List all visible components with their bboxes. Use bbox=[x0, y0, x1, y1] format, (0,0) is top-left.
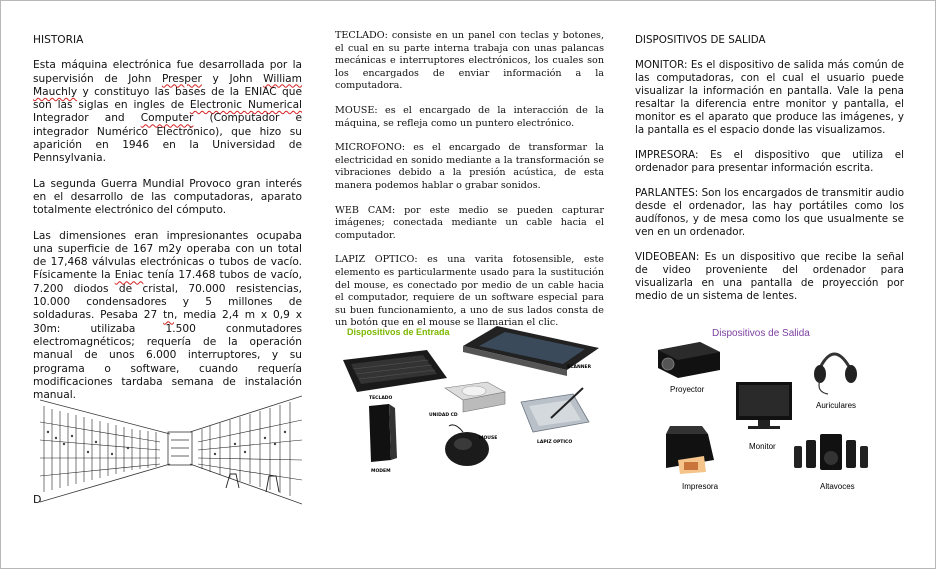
modem-icon bbox=[369, 404, 397, 462]
label-modem: MODEM bbox=[371, 469, 391, 474]
eniac-sketch-image bbox=[40, 392, 302, 510]
parlantes-paragraph: PARLANTES: Son los encargados de transmitir audio desde el ordenador, las hay portátiles como los audífonos, y de mesa como los que usualmente se ven en un ordenador. bbox=[635, 187, 904, 238]
column-dispositivos-entrada bbox=[335, 30, 604, 342]
historia-paragraph-1: Esta máquina electrónica fue desarrollada por la supervisión de John Presper y John William Mauchly y constituyo las bases de la ENIAC que son las siglas en ingles de Electronic Numerical Integrador and Computer (Computador e integrador Numérico Electrónico), que hizo su aparición en 1946 en la Universidad de Pennsylvania. bbox=[33, 59, 302, 165]
label-lapiz-optico: LAPIZ OPTICO bbox=[537, 440, 573, 445]
cd-drive-icon bbox=[445, 382, 505, 412]
historia-paragraph-2: La segunda Guerra Mundial Provoco gran interés en el desarrollo de las computadoras, aparato totalmente electrónico del cómputo. bbox=[33, 177, 302, 217]
stray-letter: D bbox=[33, 493, 42, 506]
printer-icon bbox=[666, 426, 714, 474]
column-historia bbox=[33, 30, 302, 414]
label-mouse: MOUSE bbox=[479, 436, 498, 441]
input-figure-title: Dispositivos de Entrada bbox=[347, 327, 450, 337]
label-monitor: Monitor bbox=[749, 442, 776, 451]
lapiz-optico-paragraph: LAPIZ OPTICO: es una varita fotosensible, este elemento es particularmente usado para la sustitución del mouse, es conectado por medio de un cable hacia el computador, requiere de un software especial para su buen funcionamiento, a uno de sus lados consta de un botón que en el mouse se llamarian el clic. bbox=[335, 254, 604, 329]
salida-heading: DISPOSITIVOS DE SALIDA bbox=[635, 34, 766, 46]
label-unidad-cd: UNIDAD CD bbox=[429, 413, 458, 418]
videobean-paragraph: VIDEOBEAN: Es un dispositivo que recibe la señal de video proveniente del ordenador para visualizarla en una pantalla de proyección por medio de un sistema de lentes. bbox=[635, 251, 904, 302]
label-proyector: Proyector bbox=[670, 385, 705, 394]
label-auriculares: Auriculares bbox=[816, 401, 857, 410]
column-dispositivos-salida bbox=[635, 30, 904, 315]
headphones-icon bbox=[814, 354, 857, 394]
teclado-paragraph: TECLADO: consiste en un panel con teclas y botones, el cual en su parte interna trabaja con unas palancas mecánicas e interruptores electrónicos, los cuales son los encargados de enviar información a la computadora. bbox=[335, 30, 604, 92]
microfono-paragraph: MICROFONO: es el encargado de transformar la electricidad en sonido mediante a la transformación se vibraciones debido a la presión acústica, de esta manera podemos hablar o grabar sonidos. bbox=[335, 142, 604, 191]
label-altavoces: Altavoces bbox=[820, 482, 855, 491]
label-impresora: Impresora bbox=[682, 482, 719, 491]
speakers-icon bbox=[794, 434, 868, 470]
pen-tablet-icon bbox=[521, 388, 589, 432]
output-figure-title: Dispositivos de Salida bbox=[712, 328, 810, 339]
monitor-paragraph: MONITOR: Es el dispositivo de salida más común de las computadoras, con el cual el usuario puede visualizar la información en pantalla. Vale la pena resaltar la diferencia entre monitor y pantalla, el monitor es el aparato que produce las imágenes, y la pantalla es el espacio donde las visualizamos. bbox=[635, 59, 904, 136]
historia-heading: HISTORIA bbox=[33, 34, 84, 46]
projector-icon bbox=[658, 342, 720, 378]
webcam-paragraph: WEB CAM: por este medio se pueden capturar imágenes; conectada mediante un cable hacia el computador. bbox=[335, 204, 604, 241]
keyboard-icon bbox=[343, 350, 447, 392]
mouse-icon bbox=[445, 425, 489, 466]
label-teclado: TECLADO bbox=[369, 396, 393, 401]
label-scanner: SCANNER bbox=[567, 365, 592, 370]
output-devices-figure bbox=[648, 322, 898, 497]
impresora-paragraph: IMPRESORA: Es el dispositivo que utiliza el ordenador para presentar información escrita. bbox=[635, 149, 904, 174]
mouse-paragraph: MOUSE: es el encargado de la interacción de la máquina, se refleja como un puntero electrónico. bbox=[335, 104, 604, 129]
historia-paragraph-3: Las dimensiones eran impresionantes ocupaba una superficie de 167 m2y operaba con un total de 17,468 válvulas electrónicas o tubos de vacío. Físicamente la Eniac tenía 17.468 tubos de vacío, 7.200 diodos de cristal, 70.000 resistencias, 10.000 condensadores y 5 millones de soldaduras. Pesaba 27 tn, media 2,4 m x 0,9 x 30m: utilizaba 1.500 conmutadores electromagnéticos; requería de la operación manual de unos 6.000 interruptores, y su programa o software, cuando requería modificaciones tardaba semana de instalación manual. bbox=[33, 229, 303, 402]
input-devices-figure bbox=[337, 322, 605, 480]
monitor-icon bbox=[736, 382, 792, 429]
